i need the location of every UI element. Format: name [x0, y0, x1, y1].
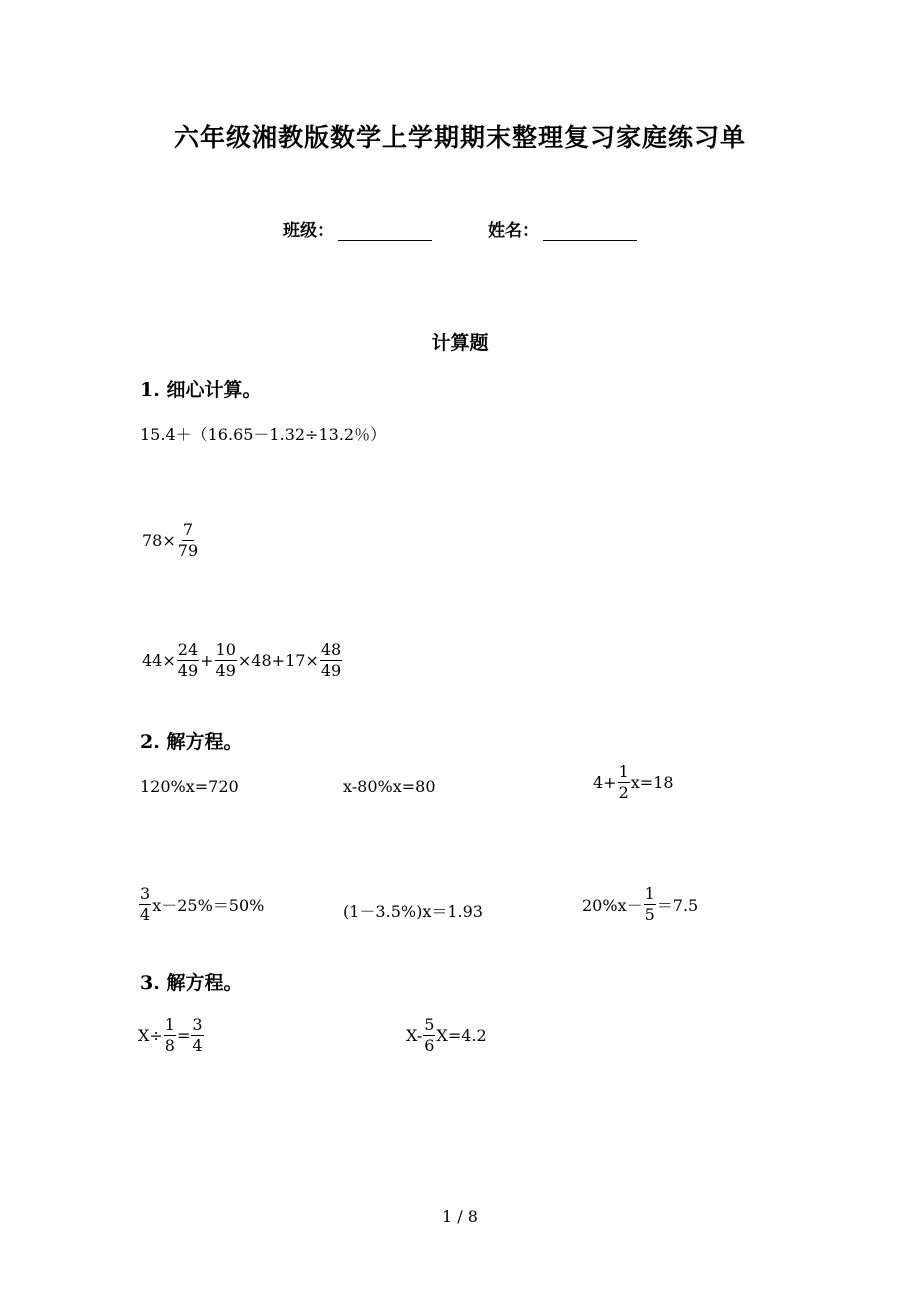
numerator: 7: [182, 520, 194, 539]
denominator: 4: [140, 905, 151, 924]
q2-expr-3: [593, 764, 674, 801]
fraction: [191, 1017, 203, 1054]
class-blank[interactable]: [338, 222, 432, 241]
q3-expr-2: [406, 1017, 487, 1054]
name-label: 姓名：: [488, 221, 539, 241]
fraction: [423, 1017, 435, 1054]
q2-expr-1: [140, 777, 239, 796]
q1-expr-2: [142, 522, 200, 559]
denominator: 5: [644, 905, 655, 924]
q1-expr-1-text: 15.4＋（16.65－1.32÷13.2％）: [140, 425, 387, 444]
numerator: 1: [618, 762, 629, 781]
q2-expr-2: [343, 777, 436, 796]
q1-expr-3: [142, 642, 343, 679]
numerator: 1: [644, 884, 655, 903]
expr-text: 44×: [142, 651, 176, 670]
expr-text: x－25%＝50%: [152, 896, 265, 915]
expr-text: X÷: [138, 1026, 163, 1045]
section-title: 计算题: [431, 332, 489, 354]
expr-text: 20%x－: [582, 896, 643, 915]
page-title: 六年级湘教版数学上学期期末整理复习家庭练习单: [173, 123, 746, 152]
expr-text: x-80%x=80: [343, 777, 436, 796]
fraction: [177, 522, 199, 559]
expr-text: X-: [406, 1026, 423, 1045]
expr-text: 120%x=720: [140, 777, 239, 796]
q2-heading: 2. 解方程。: [140, 731, 243, 753]
fraction: [164, 1017, 176, 1054]
numerator: 3: [192, 1015, 203, 1034]
fraction: [139, 886, 151, 923]
numerator: 48: [320, 640, 342, 659]
page-number: 1 / 8: [442, 1207, 478, 1226]
expr-text: =: [176, 1026, 191, 1045]
numerator: 3: [140, 884, 151, 903]
expr-text: (1－3.5%)x＝1.93: [343, 902, 483, 921]
q1-expr-1: [140, 422, 386, 445]
class-label: 班级：: [283, 221, 334, 241]
fraction: [644, 886, 656, 923]
q2-expr-5: [343, 899, 483, 922]
class-field: [283, 216, 432, 241]
q2-expr-4: [138, 886, 264, 923]
numerator: 10: [215, 640, 236, 659]
expr-text: ＝7.5: [656, 896, 699, 915]
name-field: [488, 216, 637, 241]
expr-text: ×48+17×: [237, 651, 319, 670]
q1-heading: 1. 细心计算。: [140, 379, 262, 401]
denominator: 8: [164, 1036, 175, 1055]
expr-text: x=18: [630, 773, 674, 792]
q3-expr-1: [138, 1017, 205, 1054]
numerator: 1: [164, 1015, 175, 1034]
denominator: 4: [192, 1036, 203, 1055]
denominator: 79: [177, 541, 199, 560]
expr-text: +: [200, 651, 214, 670]
name-blank[interactable]: [543, 222, 637, 241]
numerator: 24: [177, 640, 199, 659]
fraction: [320, 642, 342, 679]
denominator: 49: [320, 661, 342, 680]
q2-expr-6: [582, 886, 698, 923]
denominator: 49: [215, 661, 236, 680]
fraction: [215, 642, 237, 679]
fraction: [618, 764, 630, 801]
expr-text: 78×: [142, 531, 176, 550]
denominator: 2: [618, 783, 629, 802]
expr-text: 4+: [593, 773, 617, 792]
expr-text: X=4.2: [436, 1026, 487, 1045]
fraction: [177, 642, 199, 679]
q3-heading: 3. 解方程。: [140, 972, 243, 994]
denominator: 6: [424, 1036, 435, 1055]
numerator: 5: [424, 1015, 435, 1034]
denominator: 49: [177, 661, 199, 680]
